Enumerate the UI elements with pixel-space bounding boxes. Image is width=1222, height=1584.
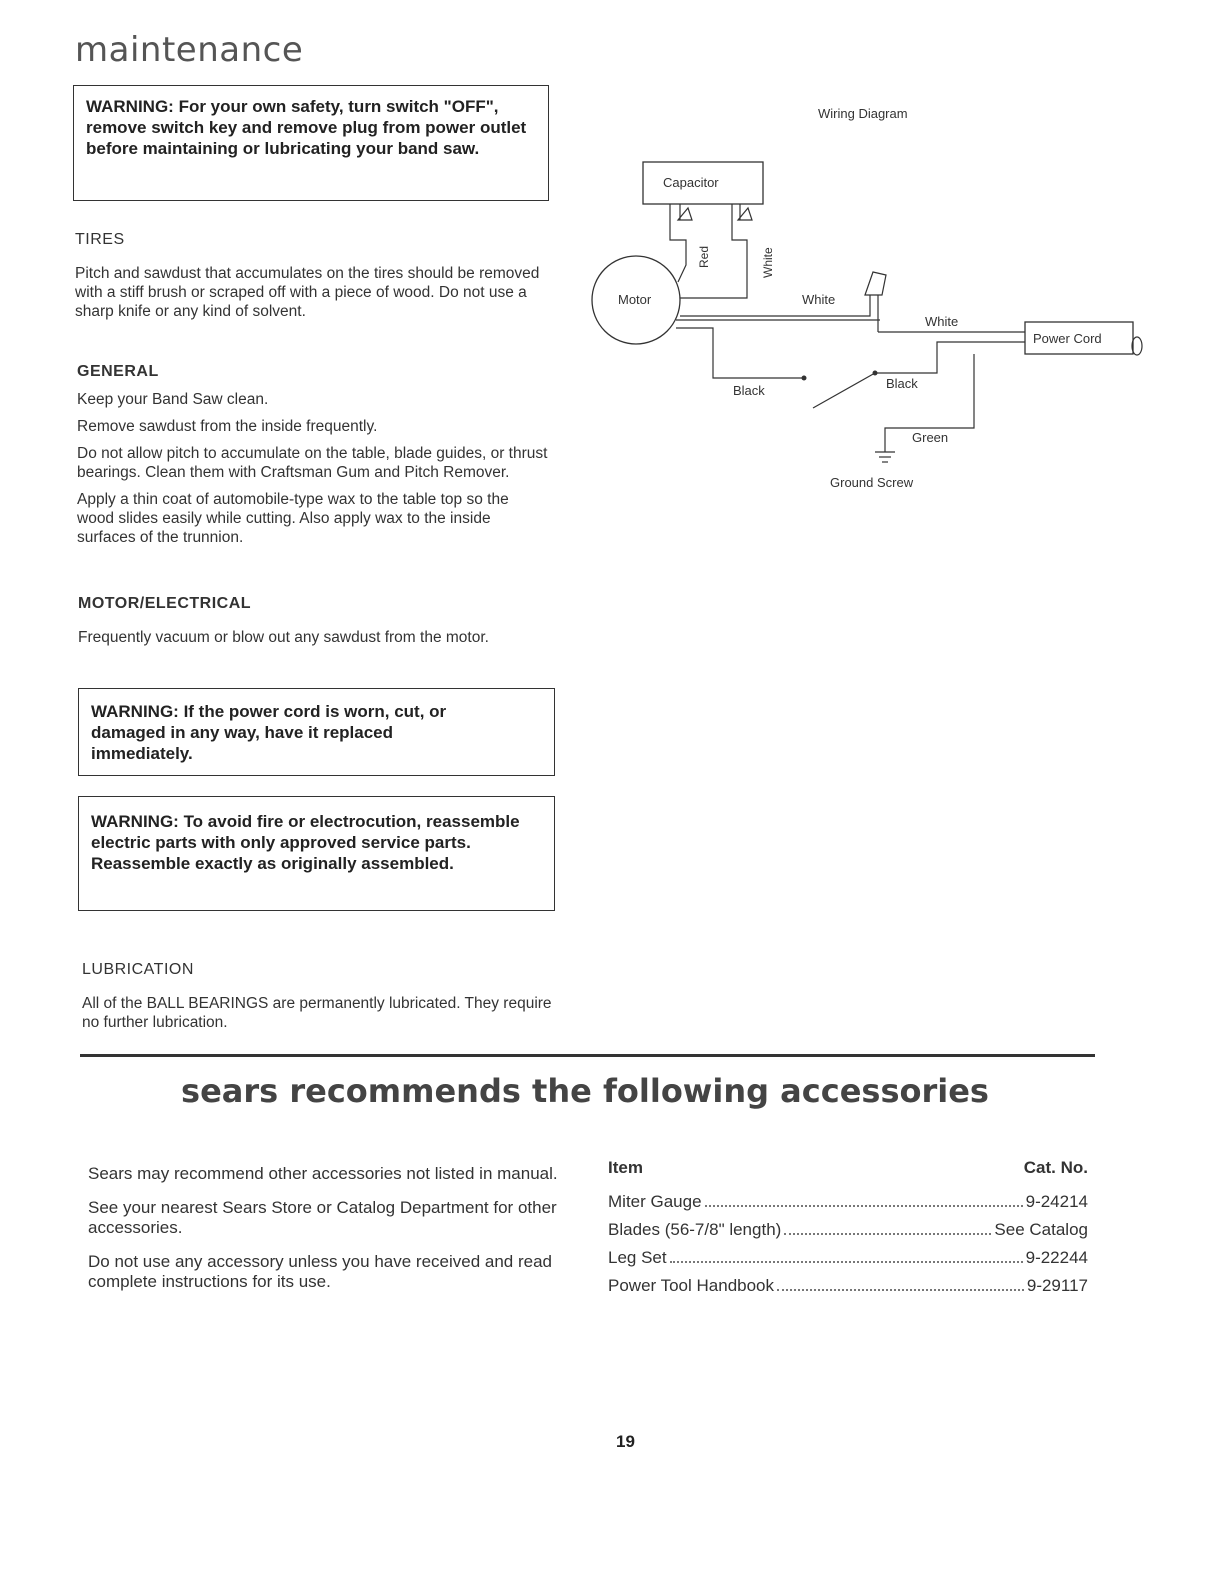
accessories-title: sears recommends the following accessories: [181, 1072, 989, 1110]
warning-text: [86, 96, 536, 159]
cat-number: 9-29117: [1026, 1276, 1088, 1295]
accessories-paragraph: See your nearest Sears Store or Catalog Department for other accessories.: [88, 1198, 557, 1237]
wire-label-white-2: White: [925, 314, 959, 329]
wire-white-capacitor: [680, 204, 747, 298]
section-heading-tires: TIRES: [75, 231, 125, 248]
tires-text: Pitch and sawdust that accumulates on the tires should be removed with a stiff brush or scraped off with a piece of wood. Do not use a sharp knife or any kind of solvent.: [75, 265, 540, 320]
warning-body: For your own safety, turn switch "OFF", remove switch key and remove plug from power outlet before maintaining or lubricating your band saw.: [86, 97, 527, 158]
accessories-paragraph: Do not use any accessory unless you have received and read complete instructions for its use.: [88, 1252, 552, 1291]
wire-label-green: Green: [912, 430, 949, 445]
section-heading-lubrication: LUBRICATION: [82, 961, 194, 978]
dot-leader: [705, 1205, 1023, 1207]
section-divider: [80, 1054, 1095, 1057]
power-cord-label: Power Cord: [1033, 331, 1102, 346]
item-name: Leg Set: [608, 1248, 667, 1267]
general-section: [77, 390, 549, 547]
dot-leader: [670, 1261, 1023, 1263]
cat-number: 9-24214: [1025, 1192, 1088, 1211]
accessories-table: [608, 1158, 1088, 1296]
wire-label-black-1: Black: [733, 383, 765, 398]
warning-label: WARNING:: [91, 812, 179, 831]
warning-text: [91, 811, 531, 874]
ground-screw-label: Ground Screw: [830, 475, 914, 490]
table-row: [608, 1212, 1088, 1240]
wire-red: [670, 204, 686, 282]
warning-box-fire: [78, 796, 555, 911]
wire-label-white-vertical: White: [761, 247, 775, 278]
warning-box-safety: [73, 85, 549, 201]
section-heading-motor-electrical: MOTOR/ELECTRICAL: [78, 595, 252, 612]
wire-label-red: Red: [697, 245, 711, 268]
lubrication-text: All of the BALL BEARINGS are permanently lubricated. They require no further lubrication.: [82, 995, 552, 1031]
section-heading-general: GENERAL: [77, 363, 159, 380]
general-paragraph: Remove sawdust from the inside frequently.: [77, 418, 378, 435]
general-paragraph: Do not allow pitch to accumulate on the table, blade guides, or thrust bearings. Clean them with Craftsman Gum and Pitch Remover.: [77, 445, 548, 481]
item-name: Miter Gauge: [608, 1192, 702, 1211]
diagram-title: Wiring Diagram: [818, 106, 908, 121]
general-paragraph: Keep your Band Saw clean.: [77, 391, 269, 408]
page-title: maintenance: [75, 30, 304, 70]
dot-leader: [784, 1233, 991, 1235]
motor-label: Motor: [618, 292, 652, 307]
motor-electrical-text: Frequently vacuum or blow out any sawdust from the motor.: [78, 629, 489, 646]
page-number: 19: [616, 1432, 635, 1451]
wire-label-white-1: White: [802, 292, 836, 307]
dot-leader: [777, 1289, 1024, 1291]
warning-body: To avoid fire or electrocution, reassemble electric parts with only approved service parts. Reassemble exactly as originally assembled.: [91, 812, 520, 873]
wire-black-motor: [676, 328, 802, 378]
column-header-cat: Cat. No.: [1023, 1158, 1088, 1177]
item-name: Blades (56-7/8" length): [608, 1220, 782, 1239]
terminal-icon: [678, 204, 692, 220]
cat-number: 9-22244: [1025, 1248, 1088, 1267]
warning-label: WARNING:: [86, 97, 174, 116]
table-row: [608, 1240, 1088, 1268]
table-row: [608, 1268, 1088, 1296]
capacitor-label: Capacitor: [663, 175, 719, 190]
terminal-icon: [738, 204, 752, 220]
cat-number: See Catalog: [994, 1220, 1088, 1239]
column-header-item: Item: [608, 1158, 643, 1177]
accessories-notes: [88, 1164, 562, 1292]
warning-label: WARNING:: [91, 702, 179, 721]
wire-label-black-2: Black: [886, 376, 918, 391]
warning-text: [91, 701, 471, 764]
warning-box-power-cord: [78, 688, 555, 776]
table-header: [608, 1158, 1088, 1184]
wiring-diagram: [580, 90, 1150, 510]
wire-black-cord: [875, 342, 1025, 373]
wire-terminal-dot: [802, 376, 807, 381]
switch-terminal-icon: [865, 272, 886, 295]
switch-lever: [813, 373, 875, 408]
warning-body: If the power cord is worn, cut, or damaged in any way, have it replaced immediately.: [91, 702, 447, 763]
general-paragraph: Apply a thin coat of automobile-type wax to the table top so the wood slides easily while cutting. Also apply wax to the inside surfaces of the trunnion.: [77, 491, 509, 546]
table-row: [608, 1184, 1088, 1212]
item-name: Power Tool Handbook: [608, 1276, 775, 1295]
accessories-paragraph: Sears may recommend other accessories not listed in manual.: [88, 1164, 558, 1183]
